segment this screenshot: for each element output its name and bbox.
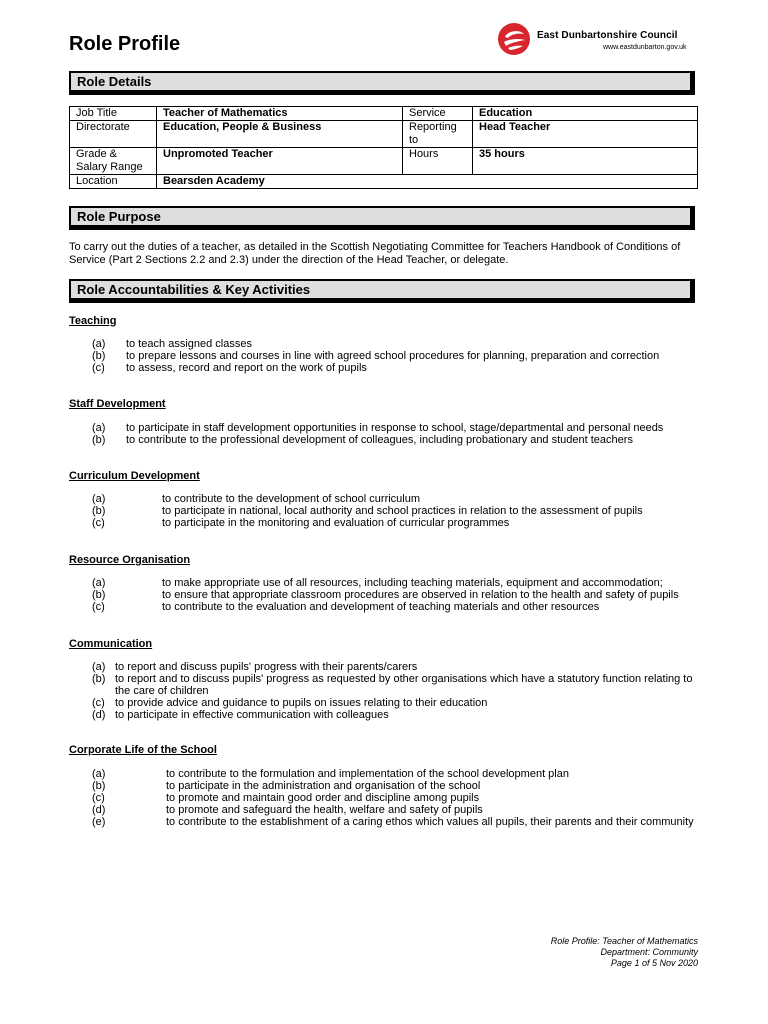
section-header-role-details — [69, 71, 695, 95]
item-text: to report and discuss pupils' progress with their parents/carers — [115, 661, 418, 673]
list-item — [92, 816, 698, 828]
directorate-value: Education, People & Business — [157, 121, 403, 148]
list-item — [92, 792, 698, 804]
item-letter: (c) — [92, 517, 105, 529]
item-letter: (c) — [92, 697, 105, 709]
page-title: Role Profile — [69, 33, 181, 55]
council-swirl-icon — [497, 22, 531, 56]
item-letter: (c) — [92, 362, 105, 374]
curriculum-development-list — [92, 493, 698, 529]
table-row — [70, 107, 698, 121]
job-title-label: Job Title — [70, 107, 157, 121]
table-row — [70, 148, 698, 175]
item-text: to participate in staff development opportunities in response to school, stage/departmental and personal needs — [126, 422, 664, 434]
item-text: to provide advice and guidance to pupils on issues relating to their education — [115, 697, 488, 709]
communication-list — [92, 661, 698, 721]
item-letter: (a) — [92, 493, 106, 505]
list-item — [92, 601, 698, 613]
item-text: to participate in national, local authority and school practices in relation to the assessment of pupils — [162, 505, 643, 517]
table-row — [70, 175, 698, 189]
item-letter: (c) — [92, 601, 105, 613]
list-item — [92, 422, 698, 434]
item-text: to promote and maintain good order and discipline among pupils — [166, 792, 480, 804]
list-item — [92, 338, 698, 350]
location-value: Bearsden Academy — [157, 175, 698, 189]
item-letter: (a) — [92, 768, 106, 780]
heading-teaching: Teaching — [69, 315, 117, 327]
item-letter: (b) — [92, 589, 106, 601]
hours-label: Hours — [403, 148, 473, 175]
heading-communication: Communication — [69, 638, 153, 650]
heading-staff-development: Staff Development — [69, 398, 166, 410]
location-label: Location — [70, 175, 157, 189]
list-item — [92, 493, 698, 505]
list-item — [92, 362, 698, 374]
item-text: to contribute to the professional development of colleagues, including probationary and student teachers — [126, 434, 633, 446]
item-text: to ensure that appropriate classroom procedures are observed in relation to the health and safety of pupils — [162, 589, 679, 601]
item-letter: (a) — [92, 422, 106, 434]
grade-value: Unpromoted Teacher — [157, 148, 403, 175]
council-logo — [497, 22, 702, 56]
council-url: www.eastdunbarton.gov.uk — [603, 44, 687, 51]
item-text: to contribute to the formulation and implementation of the school development plan — [166, 768, 569, 780]
list-item — [92, 780, 698, 792]
table-row — [70, 121, 698, 148]
service-value: Education — [473, 107, 698, 121]
heading-curriculum-development: Curriculum Development — [69, 470, 200, 482]
directorate-label: Directorate — [70, 121, 157, 148]
item-text: to promote and safeguard the health, welfare and safety of pupils — [166, 804, 483, 816]
list-item — [92, 517, 698, 529]
item-text: to contribute to the development of school curriculum — [162, 493, 421, 505]
corporate-life-list — [92, 768, 698, 828]
list-item — [92, 589, 698, 601]
council-name: East Dunbartonshire Council — [537, 30, 678, 41]
item-letter: (e) — [92, 816, 106, 828]
list-item — [92, 577, 698, 589]
section-title: Role Details — [77, 74, 152, 89]
item-letter: (d) — [92, 709, 106, 721]
list-item — [92, 768, 698, 780]
service-label: Service — [403, 107, 473, 121]
item-letter: (a) — [92, 577, 106, 589]
section-header-role-purpose — [69, 206, 695, 230]
hours-value: 35 hours — [473, 148, 698, 175]
grade-label: Grade & Salary Range — [70, 148, 157, 175]
item-text: to make appropriate use of all resources, including teaching materials, equipment and accommodation; — [162, 577, 663, 589]
item-letter: (b) — [92, 505, 106, 517]
staff-development-list — [92, 422, 698, 446]
section-header-accountabilities — [69, 279, 695, 303]
reporting-label: Reporting to — [403, 121, 473, 148]
item-letter: (b) — [92, 673, 106, 685]
teaching-list — [92, 338, 698, 374]
resource-organisation-list — [92, 577, 698, 613]
item-text: to contribute to the evaluation and development of teaching materials and other resources — [162, 601, 600, 613]
heading-resource-organisation: Resource Organisation — [69, 554, 191, 566]
item-letter: (c) — [92, 792, 105, 804]
page-footer — [551, 936, 698, 969]
list-item — [92, 505, 698, 517]
item-letter: (b) — [92, 434, 106, 446]
item-text: to contribute to the establishment of a caring ethos which values all pupils, their parents and their community — [166, 816, 694, 828]
heading-corporate-life: Corporate Life of the School — [69, 744, 217, 756]
list-item — [92, 697, 698, 709]
job-title-value: Teacher of Mathematics — [157, 107, 403, 121]
item-letter: (a) — [92, 661, 106, 673]
item-text: to report and to discuss pupils' progress as requested by other organisations which have a statutory function relating to the care of children — [115, 673, 693, 697]
list-item — [92, 709, 698, 721]
item-text: to teach assigned classes — [126, 338, 252, 350]
list-item — [92, 434, 698, 446]
list-item — [92, 350, 698, 362]
item-text: to participate in effective communication with colleagues — [115, 709, 389, 721]
item-text: to participate in the monitoring and evaluation of curricular programmes — [162, 517, 510, 529]
section-title: Role Accountabilities & Key Activities — [77, 282, 311, 297]
section-title: Role Purpose — [77, 209, 161, 224]
item-text: to prepare lessons and courses in line with agreed school procedures for planning, preparation and correction — [126, 350, 660, 362]
role-details-table — [69, 106, 698, 189]
list-item — [92, 804, 698, 816]
footer-role: Role Profile: Teacher of Mathematics — [550, 936, 698, 946]
item-letter: (a) — [92, 338, 106, 350]
item-text: to assess, record and report on the work of pupils — [126, 362, 367, 374]
item-letter: (b) — [92, 780, 106, 792]
item-text: to participate in the administration and organisation of the school — [166, 780, 481, 792]
item-letter: (d) — [92, 804, 106, 816]
item-letter: (b) — [92, 350, 106, 362]
footer-page-number: Page 1 of 5 Nov 2020 — [610, 958, 698, 968]
list-item — [92, 661, 698, 673]
role-purpose-text: To carry out the duties of a teacher, as detailed in the Scottish Negotiating Committee for Teachers Handbook of Conditions of Service (Part 2 Sections 2.2 and 2.3) under the direction of the Head Teacher, or delegate. — [69, 241, 681, 266]
list-item — [92, 673, 698, 697]
footer-department: Department: Community — [600, 947, 698, 957]
reporting-value: Head Teacher — [473, 121, 698, 148]
